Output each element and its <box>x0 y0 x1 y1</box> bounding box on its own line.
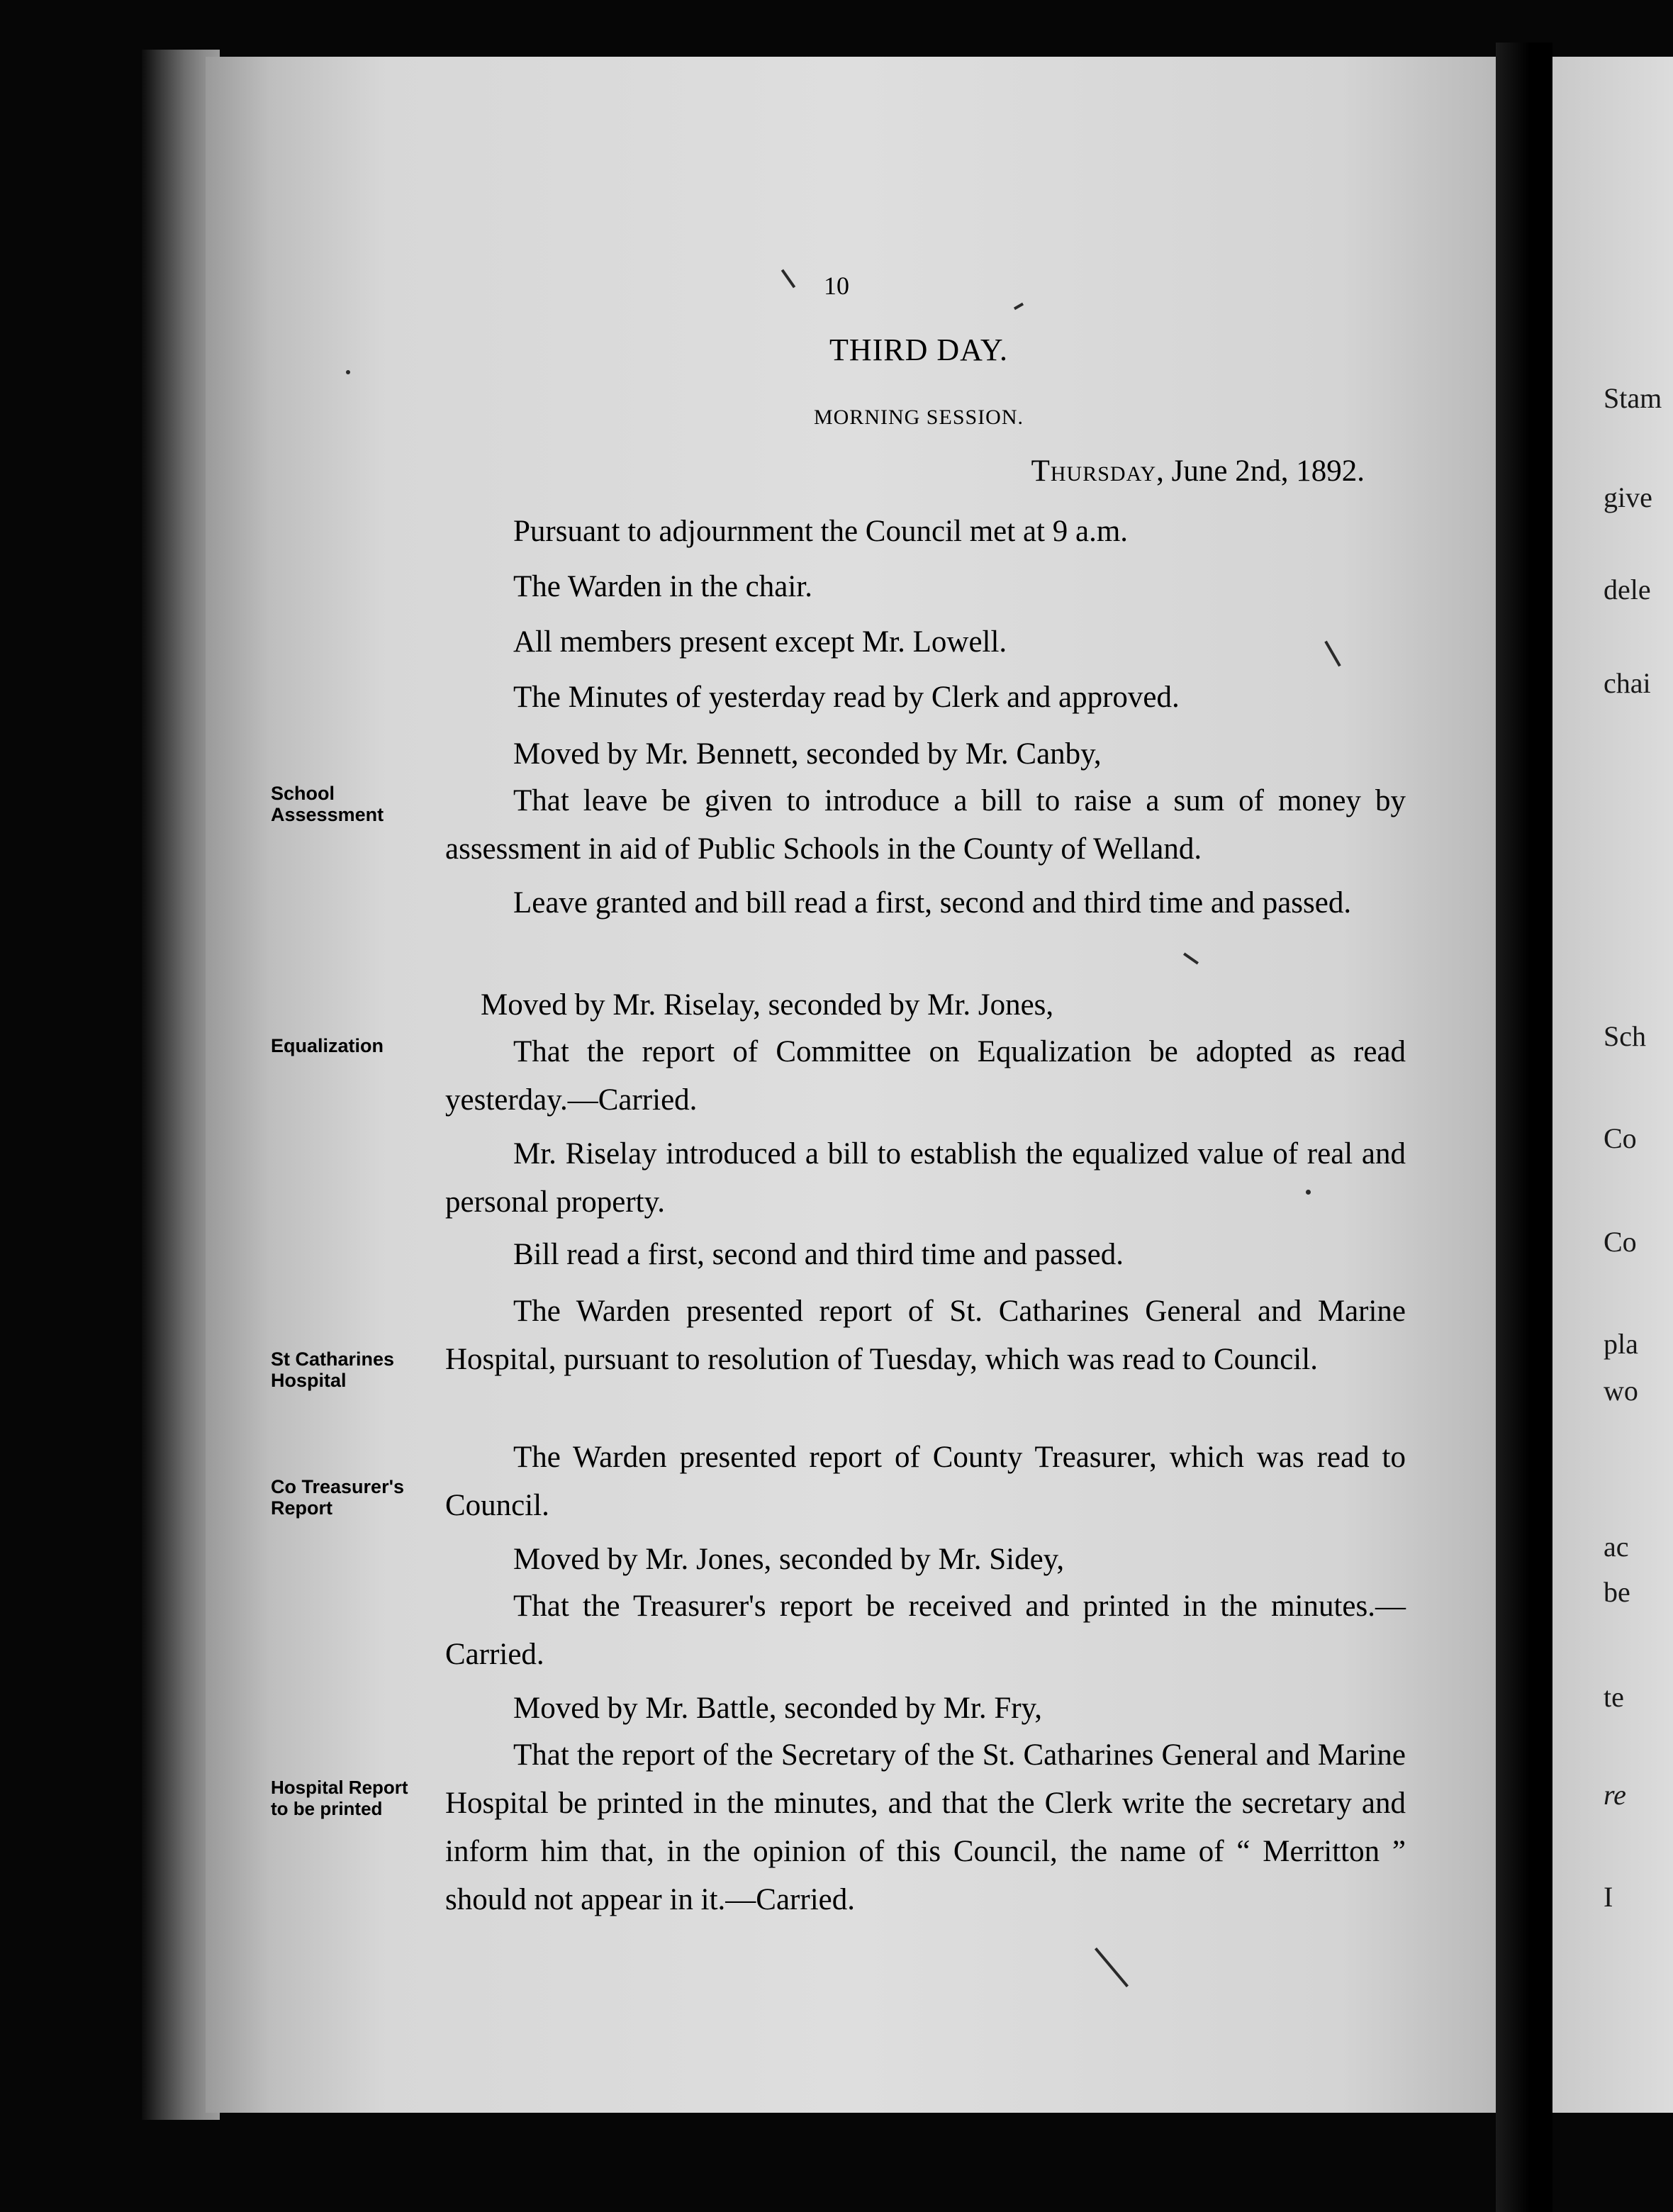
right-page-fragment: pla <box>1604 1328 1638 1360</box>
date-rest: , June 2nd, 1892. <box>1156 454 1365 488</box>
paragraph: Leave granted and bill read a first, second and third time and passed. <box>513 886 1352 920</box>
scan-speck <box>1306 1190 1311 1195</box>
paragraph: That leave be given to introduce a bill to raise a sum of money by assessment in aid of Public Schools in the County of Welland. <box>445 784 1406 866</box>
paragraph: The Warden presented report of St. Catharines General and Marine Hospital, pursuant to resolution of Tuesday, which was read to Council. <box>445 1295 1406 1376</box>
paragraph: That the report of the Secretary of the St. Catharines General and Marine Hospital be printed in the minutes, and that the Clerk write the secretary and inform him that, in the opinion of this Council, the name of “ Merritton ” should not appear in it.—Carried. <box>445 1738 1406 1916</box>
margin-note-co-treasurers-report: Co Treasurer's Report <box>271 1476 405 1519</box>
right-page-fragment: Co <box>1604 1122 1637 1154</box>
paragraph: All members present except Mr. Lowell. <box>513 625 1007 659</box>
right-page-fragment: dele <box>1604 574 1651 605</box>
paragraph: Moved by Mr. Battle, seconded by Mr. Fry, <box>513 1692 1043 1725</box>
right-page-fragment: te <box>1604 1681 1624 1713</box>
paragraph: The Minutes of yesterday read by Clerk and approved. <box>513 681 1180 714</box>
paragraph: Moved by Mr. Riselay, seconded by Mr. Jones, <box>481 988 1054 1022</box>
right-page-fragment: Sch <box>1604 1020 1646 1052</box>
session-date <box>1031 454 1365 488</box>
paragraph: Moved by Mr. Jones, seconded by Mr. Sidey, <box>513 1543 1065 1576</box>
margin-note-equalization: Equalization <box>271 1035 384 1056</box>
right-page-fragment: give <box>1604 481 1652 513</box>
paragraph: The Warden presented report of County Treasurer, which was read to Council. <box>445 1441 1406 1522</box>
right-page-fragment: Co <box>1604 1226 1637 1258</box>
right-page-fragment: re <box>1604 1779 1626 1811</box>
paragraph: Moved by Mr. Bennett, seconded by Mr. Canby, <box>513 737 1102 771</box>
date-weekday: Thursday <box>1031 454 1157 488</box>
margin-note-st-catharines-hospital: St Catharines Hospital <box>271 1348 395 1391</box>
paragraph: The Warden in the chair. <box>513 570 813 603</box>
right-page-fragment: be <box>1604 1576 1630 1608</box>
paragraph: Mr. Riselay introduced a bill to establish the equalized value of real and personal property. <box>445 1137 1406 1219</box>
scan-speck <box>346 370 350 374</box>
paragraph: Bill read a first, second and third time and passed. <box>513 1238 1124 1271</box>
session-heading: MORNING SESSION. <box>813 406 1024 429</box>
right-page-fragment: wo <box>1604 1375 1638 1407</box>
right-page-fragment: ac <box>1604 1531 1629 1563</box>
page-number: 10 <box>824 272 849 300</box>
right-page-fragment: I <box>1604 1881 1613 1913</box>
margin-note-hospital-report-printed: Hospital Report to be printed <box>271 1777 408 1819</box>
page-gutter <box>1496 43 1552 2212</box>
paragraph: That the report of Committee on Equalization be adopted as read yesterday.—Carried. <box>445 1035 1406 1117</box>
paragraph: Pursuant to adjournment the Council met at 9 a.m. <box>513 515 1129 548</box>
right-page-fragment: Stam <box>1604 382 1662 414</box>
margin-note-school-assessment: School Assessment <box>271 783 384 825</box>
day-heading: THIRD DAY. <box>829 333 1009 367</box>
paragraph: That the Treasurer's report be received and printed in the minutes.—Carried. <box>445 1590 1406 1671</box>
right-page-fragment: chai <box>1604 667 1651 699</box>
